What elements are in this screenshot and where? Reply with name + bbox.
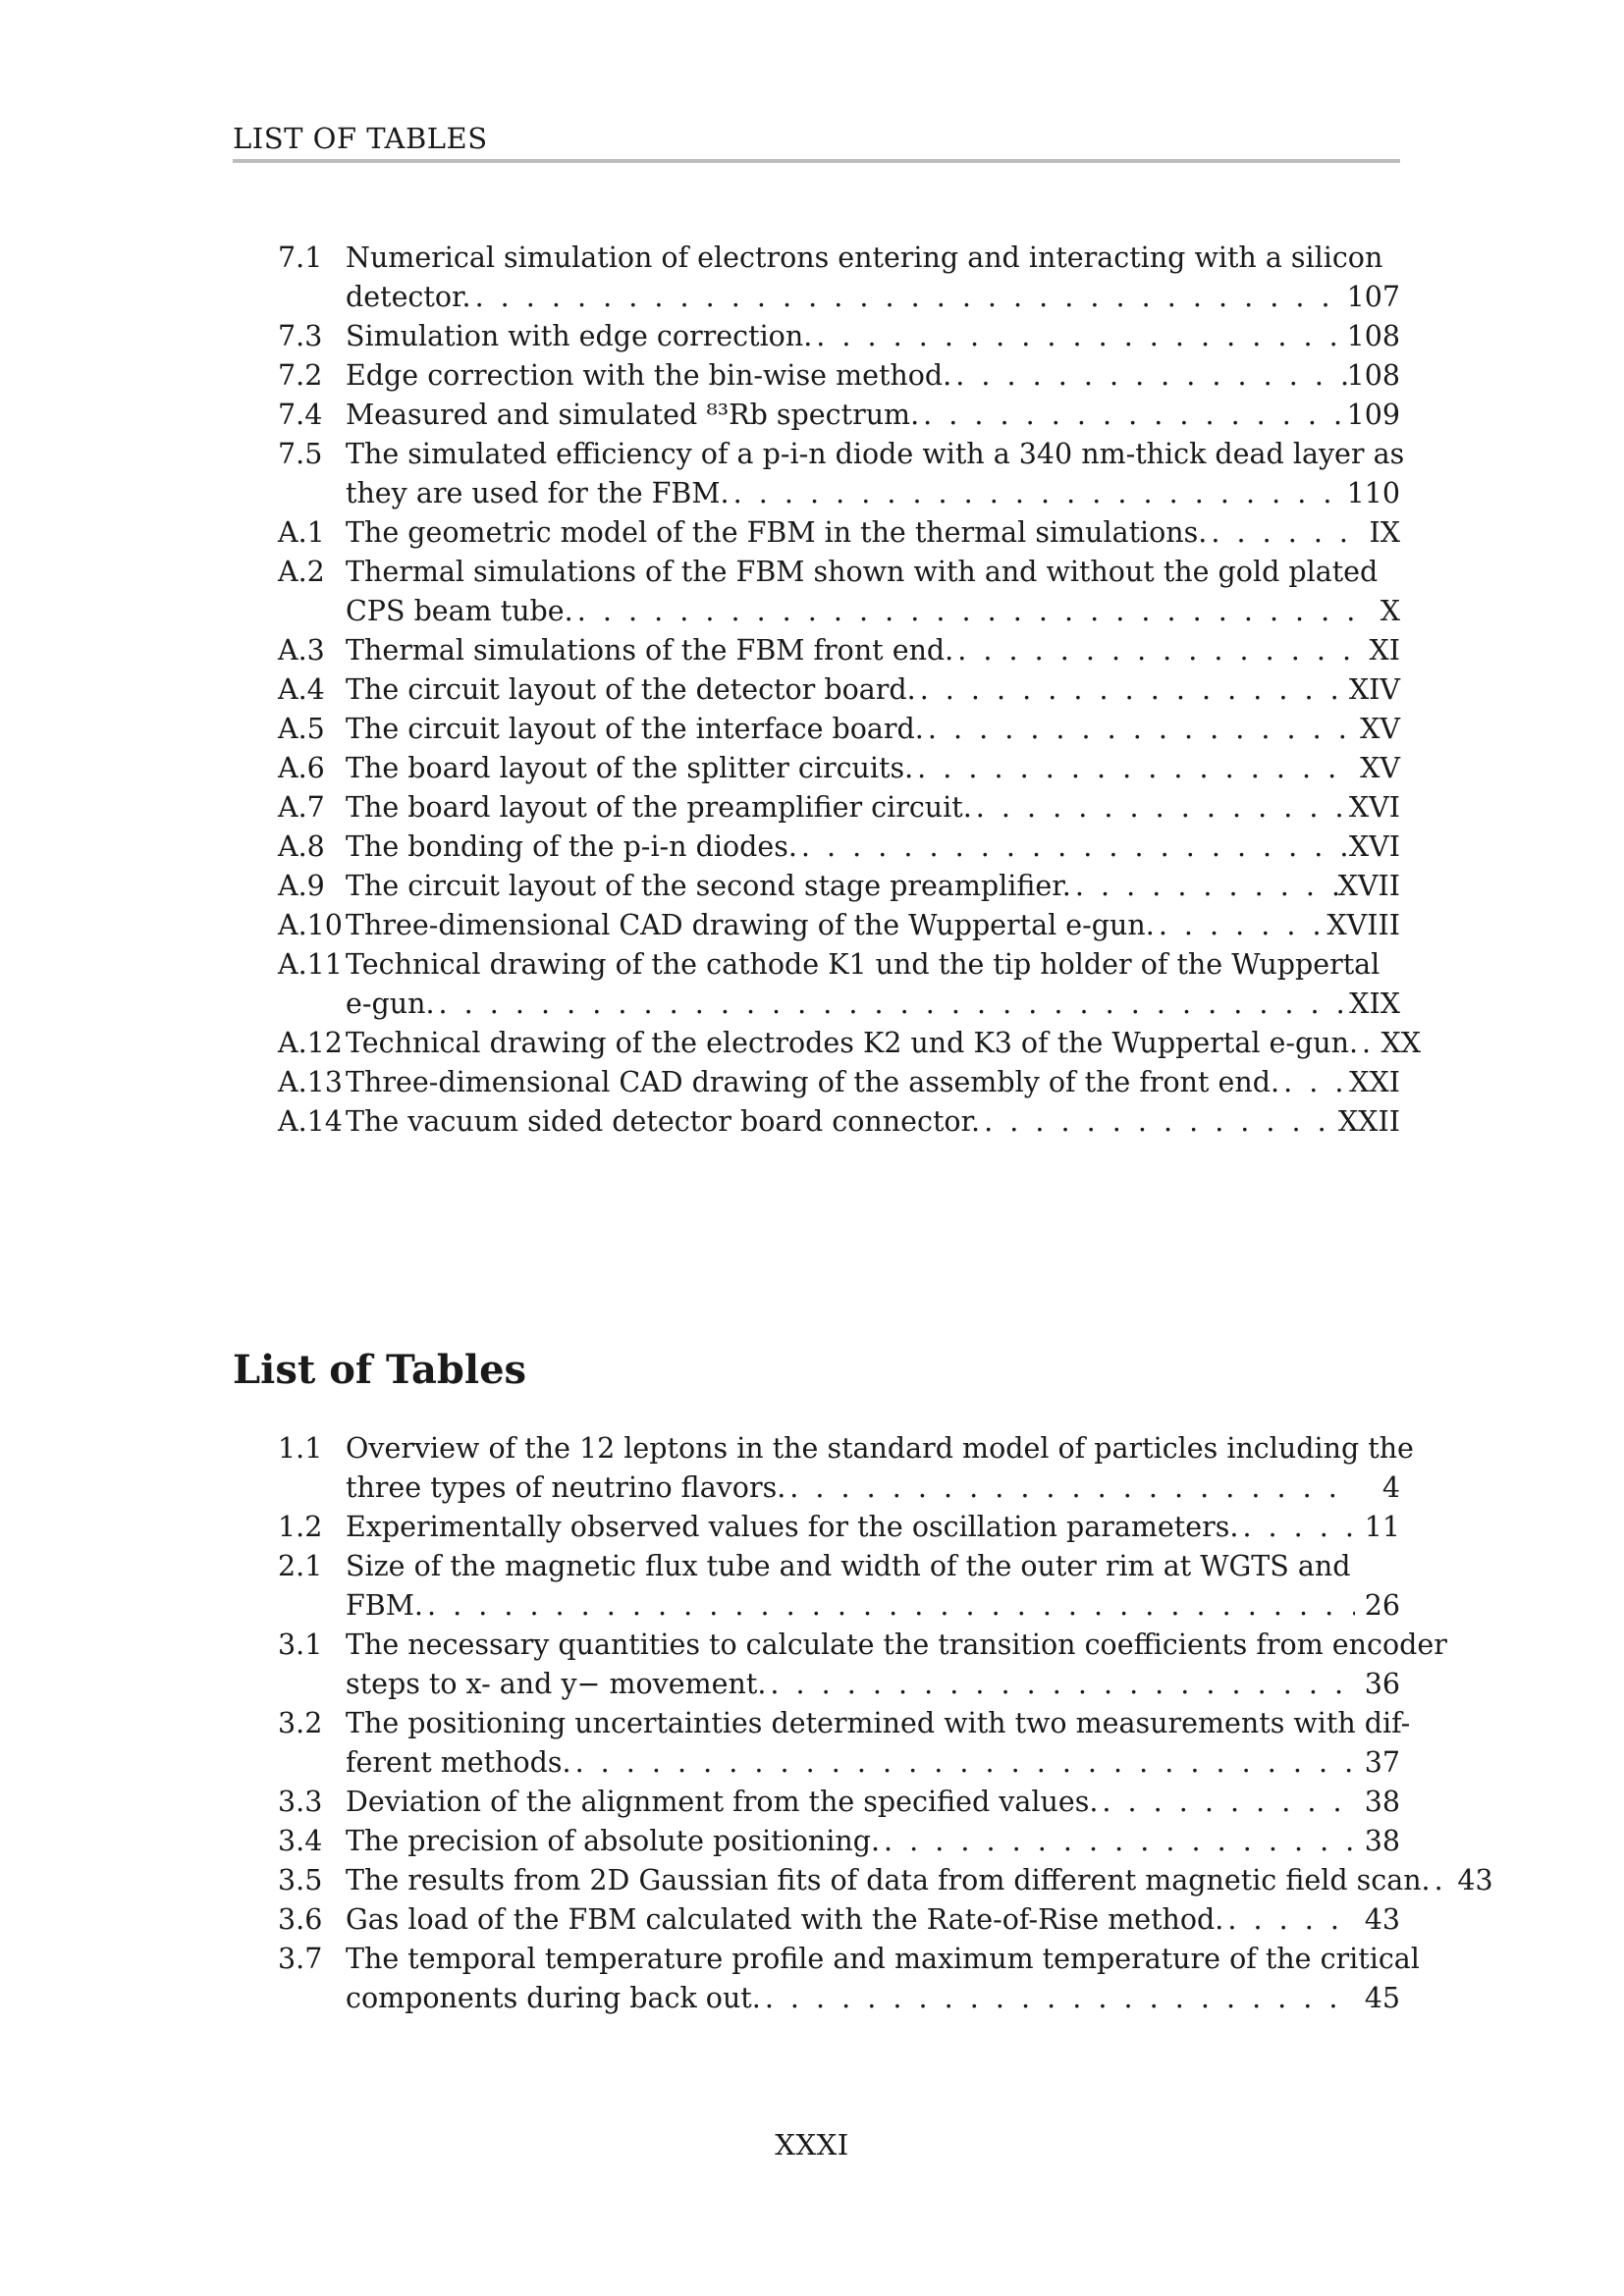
- toc-entry[interactable]: [233, 1940, 1420, 2018]
- dot-leader: [913, 749, 1355, 788]
- entry-title: Edge correction with the bin-wise method.: [346, 359, 952, 392]
- toc-entry[interactable]: [233, 317, 1400, 356]
- entry-page-number: 38: [1364, 1786, 1400, 1818]
- entry-page-number: XI: [1369, 634, 1400, 667]
- dot-leader: [573, 592, 1355, 631]
- entry-title-continued: detector.: [346, 281, 471, 313]
- entry-page-number: XVI: [1348, 791, 1400, 824]
- toc-entry[interactable]: [233, 239, 1400, 317]
- header-rule: [233, 159, 1400, 163]
- entry-title: Thermal simulations of the FBM shown with and without the gold plated: [346, 556, 1379, 588]
- entry-title: Gas load of the FBM calculated with the Rate-of-Rise method.: [346, 1903, 1224, 1936]
- toc-entry[interactable]: [233, 553, 1400, 631]
- entry-title-continued: steps to x- and y− movement.: [346, 1668, 767, 1700]
- dot-leader: [1207, 513, 1355, 553]
- section-heading: List of Tables: [233, 1347, 527, 1393]
- toc-entry[interactable]: [233, 1063, 1400, 1102]
- entry-number: 2.1: [278, 1550, 323, 1582]
- dot-leader: [951, 356, 1346, 396]
- entry-page-number: 11: [1364, 1511, 1400, 1543]
- entry-title-continued: ferent methods.: [346, 1746, 571, 1779]
- toc-entry[interactable]: [233, 749, 1400, 788]
- list-of-figures-continued: [233, 239, 1422, 1142]
- entry-title: Three-dimensional CAD drawing of the assembly of the front end.: [346, 1066, 1280, 1098]
- entry-title: Experimentally observed values for the oscillation parameters.: [346, 1511, 1239, 1543]
- entry-title: Three-dimensional CAD drawing of the Wuppertal e-gun.: [346, 909, 1155, 941]
- dot-leader: [1431, 1861, 1448, 1900]
- entry-page-number: 108: [1346, 320, 1400, 352]
- entry-title: The bonding of the p-i-n diodes.: [346, 830, 797, 863]
- entry-page-number: 4: [1381, 1471, 1400, 1504]
- entry-page-number: XIX: [1349, 988, 1400, 1020]
- entry-title: The necessary quantities to calculate the transition coefficients from encoder: [346, 1629, 1447, 1661]
- toc-entry[interactable]: [233, 1508, 1400, 1547]
- entry-number: 3.2: [278, 1707, 323, 1739]
- toc-entry[interactable]: [233, 396, 1400, 435]
- entry-number: 3.1: [278, 1629, 323, 1661]
- list-of-tables: [233, 1429, 1493, 2018]
- dot-leader: [1098, 1783, 1355, 1822]
- toc-entry[interactable]: [233, 670, 1400, 710]
- entry-number: A.9: [278, 870, 325, 902]
- entry-page-number: 108: [1346, 359, 1400, 392]
- toc-entry[interactable]: [233, 631, 1400, 670]
- toc-entry[interactable]: [233, 513, 1400, 553]
- toc-entry[interactable]: [233, 1547, 1400, 1626]
- entry-title: The simulated efficiency of a p-i-n diode with a 340 nm-thick dead layer as: [346, 438, 1405, 470]
- dot-leader: [571, 1743, 1355, 1783]
- entry-page-number: 37: [1364, 1746, 1400, 1779]
- entry-page-number: XIV: [1348, 673, 1400, 706]
- entry-number: A.4: [278, 673, 325, 706]
- dot-leader: [916, 670, 1349, 710]
- dot-leader: [423, 1586, 1355, 1626]
- entry-number: 3.5: [278, 1864, 323, 1896]
- toc-entry[interactable]: [233, 435, 1405, 513]
- entry-number: 1.1: [278, 1432, 323, 1465]
- entry-title: The board layout of the splitter circuits.: [346, 752, 914, 784]
- toc-entry[interactable]: [233, 945, 1400, 1024]
- entry-page-number: 43: [1364, 1903, 1400, 1936]
- entry-title: Simulation with edge correction.: [346, 320, 813, 352]
- entry-title: Technical drawing of the electrodes K2 und K3 of the Wuppertal e-gun.: [346, 1027, 1359, 1059]
- dot-leader: [1071, 867, 1338, 906]
- entry-page-number: IX: [1369, 516, 1400, 549]
- entry-number: A.12: [278, 1027, 343, 1059]
- dot-leader: [919, 396, 1346, 435]
- entry-title: The geometric model of the FBM in the thermal simulations.: [346, 516, 1208, 549]
- entry-page-number: 45: [1364, 1982, 1400, 2014]
- entry-number: 1.2: [278, 1511, 323, 1543]
- entry-number: A.10: [278, 909, 343, 941]
- toc-entry[interactable]: [233, 1626, 1447, 1704]
- entry-number: 7.5: [278, 438, 323, 470]
- dot-leader: [980, 1102, 1338, 1142]
- entry-title: Deviation of the alignment from the specified values.: [346, 1786, 1099, 1818]
- dot-leader: [1279, 1063, 1349, 1102]
- entry-page-number: XXI: [1349, 1066, 1400, 1098]
- dot-leader: [924, 710, 1355, 749]
- entry-title: The precision of absolute positioning.: [346, 1825, 881, 1857]
- entry-title: The results from 2D Gaussian fits of data from different magnetic field scan.: [346, 1864, 1431, 1896]
- entry-page-number: 110: [1346, 477, 1400, 509]
- entry-page-number: 109: [1346, 399, 1400, 431]
- dot-leader: [972, 788, 1349, 828]
- toc-entry[interactable]: [233, 1704, 1411, 1783]
- entry-title-continued: three types of neutrino flavors.: [346, 1471, 786, 1504]
- entry-number: 7.2: [278, 359, 323, 392]
- toc-entry[interactable]: [233, 906, 1400, 945]
- entry-number: 7.1: [278, 241, 323, 274]
- dot-leader: [785, 1468, 1355, 1508]
- entry-title-continued: FBM.: [346, 1589, 423, 1622]
- dot-leader: [953, 631, 1355, 670]
- entry-page-number: XV: [1360, 713, 1400, 745]
- entry-number: A.2: [278, 556, 325, 588]
- toc-entry[interactable]: [233, 867, 1400, 906]
- entry-page-number: X: [1380, 595, 1400, 627]
- entry-title: The circuit layout of the interface board.: [346, 713, 924, 745]
- toc-entry[interactable]: [233, 1024, 1422, 1063]
- entry-title: Overview of the 12 leptons in the standard model of particles including the: [346, 1432, 1414, 1465]
- dot-leader: [812, 317, 1346, 356]
- toc-entry[interactable]: [233, 1429, 1414, 1508]
- entry-page-number: 43: [1457, 1864, 1493, 1896]
- toc-entry[interactable]: [233, 356, 1400, 396]
- entry-page-number: XV: [1360, 752, 1400, 784]
- entry-title: The vacuum sided detector board connector.: [346, 1105, 981, 1138]
- entry-number: A.6: [278, 752, 325, 784]
- entry-page-number: XVI: [1348, 830, 1400, 863]
- entry-page-number: XX: [1380, 1027, 1422, 1059]
- entry-number: 3.7: [278, 1943, 323, 1975]
- entry-title: Thermal simulations of the FBM front end.: [346, 634, 954, 667]
- entry-number: A.11: [278, 948, 343, 981]
- entry-page-number: XVIII: [1326, 909, 1400, 941]
- entry-number: 3.3: [278, 1786, 323, 1818]
- toc-entry[interactable]: [233, 1822, 1400, 1861]
- toc-entry[interactable]: [233, 1861, 1493, 1900]
- dot-leader: [1223, 1900, 1355, 1940]
- entry-number: A.8: [278, 830, 325, 863]
- dot-leader: [1238, 1508, 1355, 1547]
- dot-leader: [1155, 906, 1327, 945]
- entry-title: The positioning uncertainties determined with two measurements with dif-: [346, 1707, 1411, 1739]
- dot-leader: [1358, 1024, 1376, 1063]
- entry-number: 7.4: [278, 399, 323, 431]
- toc-entry[interactable]: [233, 788, 1400, 828]
- dot-leader: [435, 985, 1350, 1024]
- dot-leader: [880, 1822, 1355, 1861]
- toc-entry[interactable]: [233, 1102, 1400, 1142]
- entry-title-continued: components during back out.: [346, 1982, 761, 2014]
- entry-page-number: 38: [1364, 1825, 1400, 1857]
- dot-leader: [761, 1979, 1355, 2018]
- entry-title: The circuit layout of the detector board.: [346, 673, 916, 706]
- toc-entry[interactable]: [233, 828, 1400, 867]
- dot-leader: [730, 474, 1347, 513]
- toc-entry[interactable]: [233, 1900, 1400, 1940]
- entry-title-continued: they are used for the FBM.: [346, 477, 730, 509]
- entry-title: Size of the magnetic flux tube and width of the outer rim at WGTS and: [346, 1550, 1351, 1582]
- entry-page-number: 107: [1346, 281, 1400, 313]
- entry-number: A.7: [278, 791, 325, 824]
- entry-number: A.5: [278, 713, 325, 745]
- entry-title: Technical drawing of the cathode K1 und the tip holder of the Wuppertal: [346, 948, 1380, 981]
- entry-number: A.14: [278, 1105, 343, 1138]
- entry-number: A.13: [278, 1066, 343, 1098]
- entry-number: A.1: [278, 516, 325, 549]
- toc-entry[interactable]: [233, 710, 1400, 749]
- entry-title-continued: CPS beam tube.: [346, 595, 573, 627]
- entry-title: The board layout of the preamplifier circuit.: [346, 791, 972, 824]
- entry-page-number: XXII: [1337, 1105, 1400, 1138]
- entry-title: Measured and simulated ⁸³Rb spectrum.: [346, 399, 920, 431]
- entry-number: A.3: [278, 634, 325, 667]
- entry-title: Numerical simulation of electrons entering and interacting with a silicon: [346, 241, 1383, 274]
- entry-page-number: 26: [1364, 1589, 1400, 1622]
- dot-leader: [766, 1665, 1355, 1704]
- entry-page-number: XVII: [1337, 870, 1400, 902]
- entry-number: 3.6: [278, 1903, 323, 1936]
- dot-leader: [471, 278, 1347, 317]
- entry-title: The circuit layout of the second stage preamplifier.: [346, 870, 1071, 902]
- entry-number: 7.3: [278, 320, 323, 352]
- entry-number: 3.4: [278, 1825, 323, 1857]
- toc-entry[interactable]: [233, 1783, 1400, 1822]
- running-head: LIST OF TABLES: [233, 122, 488, 155]
- entry-title: The temporal temperature profile and maximum temperature of the critical: [346, 1943, 1420, 1975]
- entry-title-continued: e-gun.: [346, 988, 435, 1020]
- page-number: XXXI: [775, 2128, 849, 2162]
- entry-page-number: 36: [1364, 1668, 1400, 1700]
- dot-leader: [797, 828, 1349, 867]
